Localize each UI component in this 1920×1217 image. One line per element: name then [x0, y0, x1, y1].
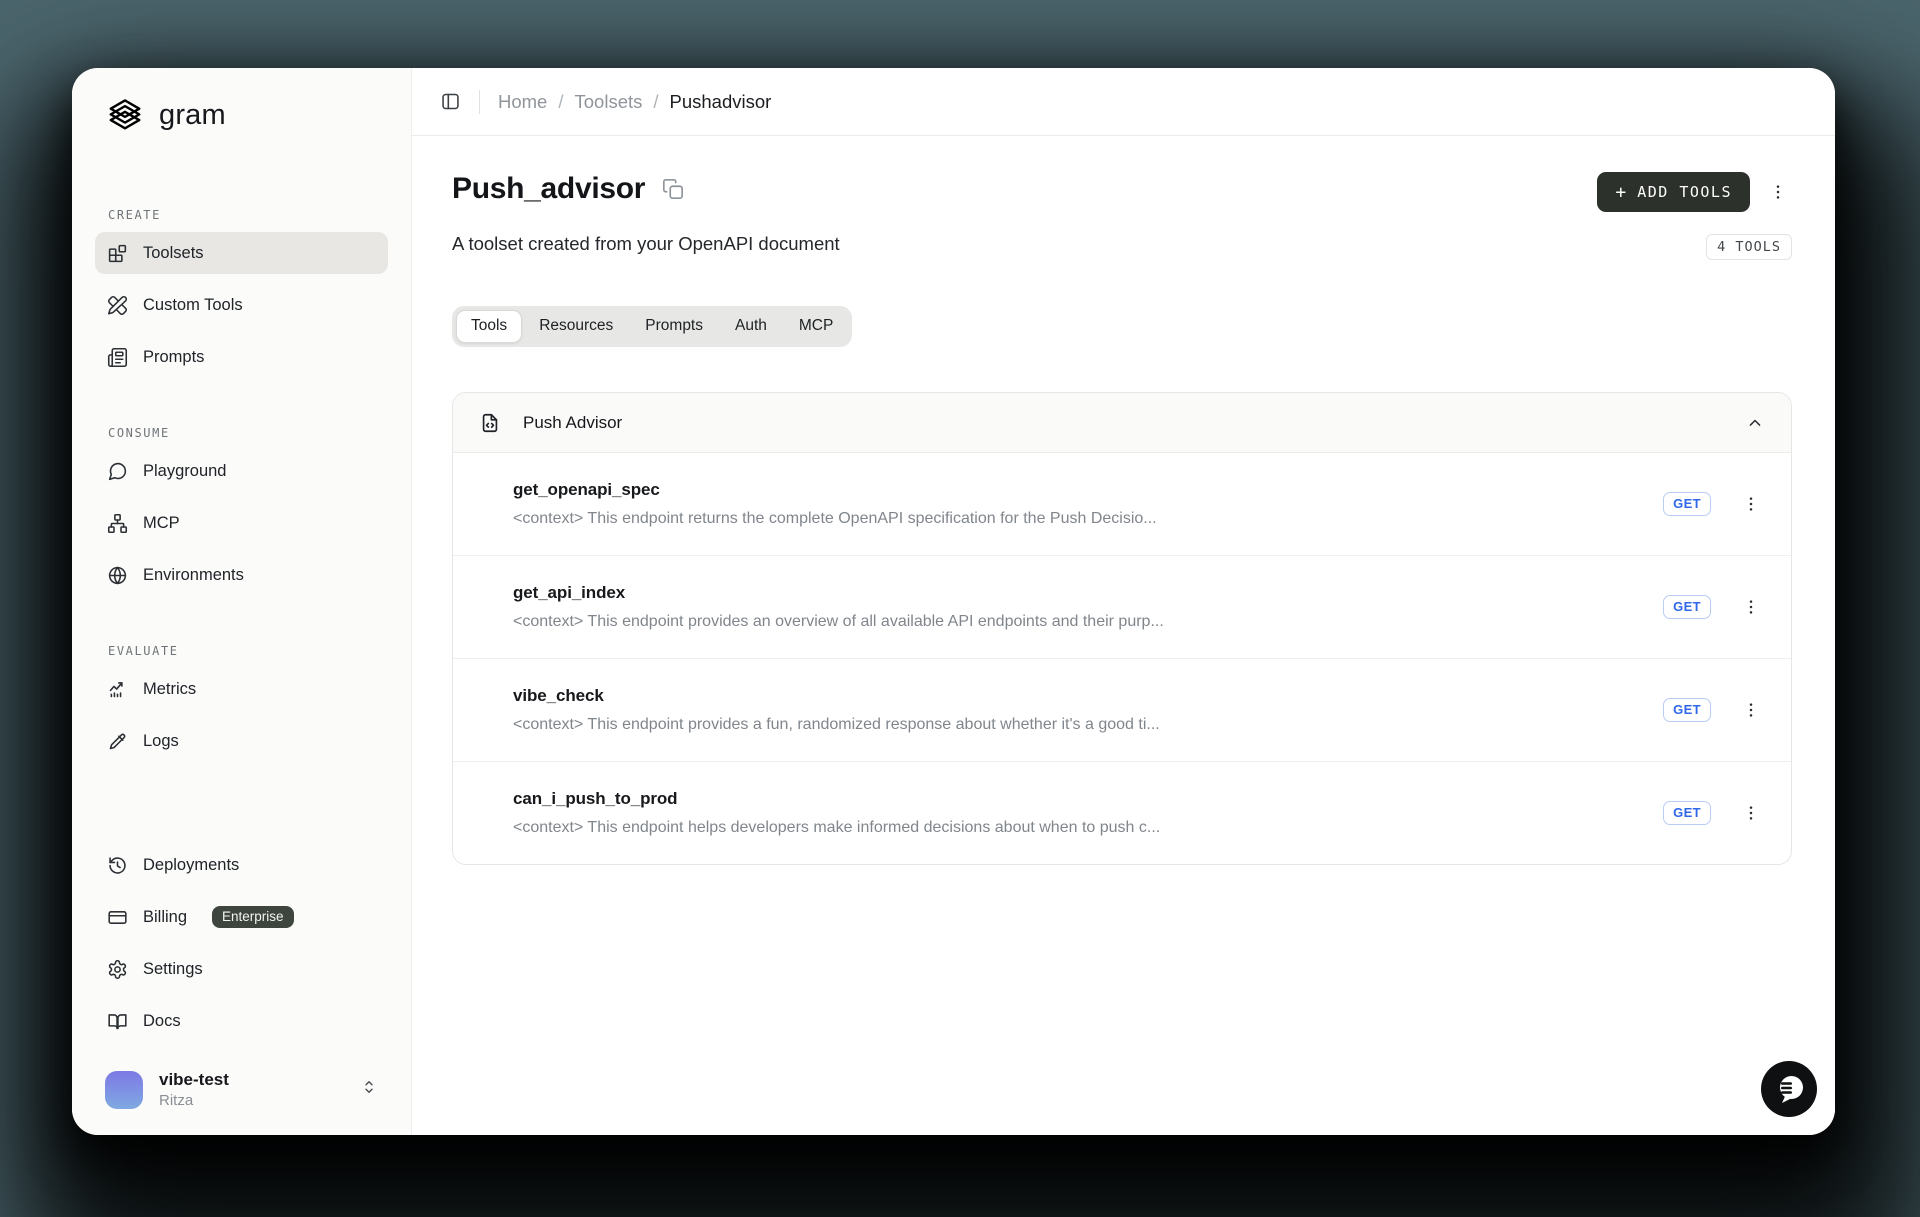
playground-icon [107, 461, 128, 482]
nav-footer [95, 844, 388, 1042]
tool-info [513, 686, 1663, 734]
chevrons-up-down-icon [360, 1078, 378, 1101]
tool-row[interactable] [453, 762, 1791, 864]
sidebar-item-label: Custom Tools [143, 295, 243, 314]
file-code-icon [479, 412, 501, 434]
nav-evaluate [95, 668, 388, 762]
tool-description: <context> This endpoint provides a fun, randomized response about whether it's a good ti... [513, 716, 1160, 733]
tool-info [513, 583, 1663, 631]
tool-description: <context> This endpoint helps developers make informed decisions about when to push c... [513, 819, 1161, 836]
sidebar-item-label: Environments [143, 565, 244, 584]
sidebar-toggle-icon[interactable] [440, 91, 461, 112]
breadcrumb-separator: / [558, 90, 564, 112]
toolset-card-title: Push Advisor [523, 412, 623, 432]
tool-name: get_api_index [513, 583, 626, 602]
page-header [452, 172, 1792, 260]
method-badge: GET [1663, 595, 1711, 619]
nav-consume [95, 450, 388, 596]
billing-icon [107, 907, 128, 928]
method-badge: GET [1663, 698, 1711, 722]
sidebar-item-label: Logs [143, 731, 179, 750]
page-header-right [1597, 172, 1792, 260]
toolsets-icon [107, 243, 128, 264]
sidebar-item-custom-tools[interactable] [95, 284, 388, 326]
kebab-icon [1741, 494, 1761, 514]
tool-name: vibe_check [513, 686, 604, 705]
tool-actions [1663, 696, 1765, 724]
copy-icon[interactable] [662, 178, 684, 200]
tool-name: get_openapi_spec [513, 480, 660, 499]
page-description: A toolset created from your OpenAPI document [452, 233, 840, 254]
gram-logo-icon [106, 96, 144, 134]
sidebar-item-docs[interactable] [95, 1000, 388, 1042]
header-actions [1597, 172, 1792, 212]
sidebar-item-label: Metrics [143, 679, 197, 698]
sidebar-item-settings[interactable] [95, 948, 388, 990]
chat-widget-button[interactable] [1761, 1061, 1817, 1117]
tool-description: <context> This endpoint returns the complete OpenAPI specification for the Push Decisio... [513, 510, 1157, 527]
section-label-consume: CONSUME [108, 426, 170, 440]
account-text [159, 1070, 229, 1109]
tool-actions [1663, 799, 1765, 827]
account-name: vibe-test [159, 1070, 229, 1089]
tool-name: can_i_push_to_prod [513, 789, 678, 808]
sidebar-item-label: Billing [143, 907, 188, 926]
tool-row[interactable] [453, 659, 1791, 762]
chevron-up-icon [1745, 413, 1765, 433]
tool-actions [1663, 593, 1765, 621]
tool-description: <context> This endpoint provides an overview of all available API endpoints and their purp... [513, 613, 1164, 630]
page-header-left [452, 172, 840, 255]
account-org: Ritza [159, 1092, 194, 1109]
enterprise-badge: Enterprise [212, 906, 294, 928]
breadcrumb-current: Pushadvisor [669, 90, 772, 112]
tool-row[interactable] [453, 453, 1791, 556]
method-badge: GET [1663, 801, 1711, 825]
settings-icon [107, 959, 128, 980]
sidebar-item-environments[interactable] [95, 554, 388, 596]
tool-actions [1663, 490, 1765, 518]
sidebar-item-label: Settings [143, 959, 203, 978]
sidebar-item-label: Playground [143, 461, 227, 480]
sidebar-item-mcp[interactable] [95, 502, 388, 544]
app-window [72, 68, 1835, 1135]
sidebar-item-deployments[interactable] [95, 844, 388, 886]
sidebar-item-playground[interactable] [95, 450, 388, 492]
sidebar-item-metrics[interactable] [95, 668, 388, 710]
page-title: Push_advisor [452, 172, 646, 205]
metrics-icon [107, 679, 128, 700]
prompts-icon [107, 347, 128, 368]
breadcrumb-home[interactable]: Home [498, 90, 548, 112]
nav-create [95, 232, 388, 378]
kebab-icon [1741, 597, 1761, 617]
sidebar-item-label: Deployments [143, 855, 240, 874]
tool-menu-button[interactable] [1737, 799, 1765, 827]
toolset-card-header[interactable] [453, 393, 1791, 453]
sidebar-item-label: Toolsets [143, 243, 204, 262]
account-switcher[interactable] [95, 1070, 388, 1109]
plus-icon: + [1615, 181, 1627, 203]
title-row [452, 172, 840, 206]
sidebar-item-logs[interactable] [95, 720, 388, 762]
chat-bubble-icon [1761, 1061, 1817, 1117]
logo[interactable] [95, 94, 388, 136]
mcp-icon [107, 513, 128, 534]
breadcrumb-toolsets[interactable]: Toolsets [574, 90, 643, 112]
avatar [105, 1071, 143, 1109]
sidebar-item-toolsets[interactable] [95, 232, 388, 274]
tab-prompts[interactable]: Prompts [645, 317, 703, 334]
tool-info [513, 480, 1663, 528]
sidebar-spacer [95, 762, 388, 844]
section-label-evaluate: EVALUATE [108, 644, 179, 658]
sidebar-item-label: Prompts [143, 347, 205, 366]
kebab-icon [1768, 182, 1788, 202]
docs-icon [107, 1011, 128, 1032]
tab-resources[interactable]: Resources [539, 317, 614, 334]
tool-menu-button[interactable] [1737, 696, 1765, 724]
logo-text: gram [159, 98, 226, 131]
tab-mcp[interactable]: MCP [798, 317, 834, 334]
collapse-button[interactable] [1745, 413, 1765, 433]
sidebar-item-label: MCP [143, 513, 180, 532]
deployments-icon [107, 855, 128, 876]
method-badge: GET [1663, 492, 1711, 516]
breadcrumb-separator: / [653, 90, 659, 112]
breadcrumb [498, 91, 771, 113]
tab-tools[interactable]: Tools [456, 310, 522, 343]
tab-auth[interactable]: Auth [735, 317, 767, 334]
add-tools-label: ADD TOOLS [1637, 183, 1732, 201]
section-label-create: CREATE [108, 208, 161, 222]
kebab-icon [1741, 700, 1761, 720]
main-area [412, 68, 1835, 1135]
tool-info [513, 789, 1663, 837]
toolset-card [452, 392, 1792, 865]
topbar-divider [479, 90, 480, 114]
add-tools-button[interactable] [1597, 172, 1750, 212]
page-content [412, 136, 1835, 1135]
sidebar-item-billing[interactable] [95, 896, 388, 938]
kebab-icon [1741, 803, 1761, 823]
tool-row[interactable] [453, 556, 1791, 659]
sidebar-item-prompts[interactable] [95, 336, 388, 378]
topbar [412, 68, 1835, 136]
custom-tools-icon [107, 295, 128, 316]
tools-count-badge: 4 TOOLS [1706, 234, 1792, 260]
sidebar [72, 68, 412, 1135]
toolset-menu-button[interactable] [1764, 178, 1792, 206]
sidebar-item-label: Docs [143, 1011, 181, 1030]
environments-icon [107, 565, 128, 586]
logs-icon [107, 731, 128, 752]
tool-menu-button[interactable] [1737, 490, 1765, 518]
tab-bar [452, 306, 852, 347]
tool-menu-button[interactable] [1737, 593, 1765, 621]
